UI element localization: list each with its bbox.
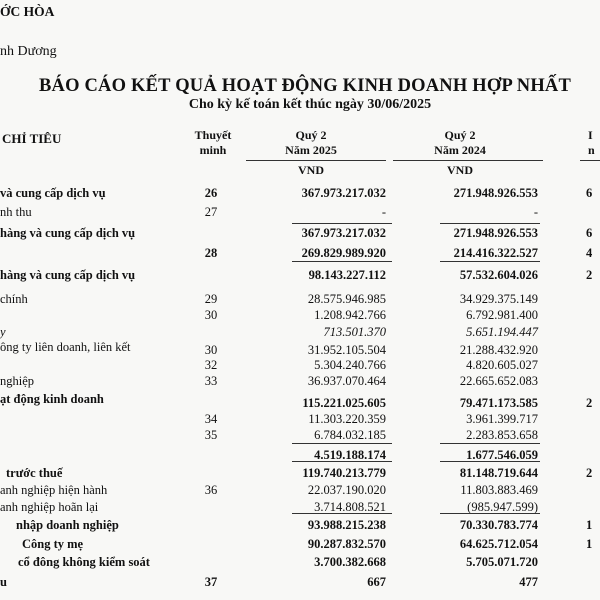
row-value-q2-2025: 98.143.227.112 <box>308 268 386 282</box>
row-value-q2-2024: 22.665.652.083 <box>459 374 538 388</box>
row-note: 32 <box>204 358 218 372</box>
row-note: 28 <box>204 246 218 260</box>
row-value-q2-2024: 79.471.173.585 <box>459 396 538 410</box>
row-label: nh thu <box>0 205 32 219</box>
column-header-partial <box>588 128 600 158</box>
table-row <box>0 537 600 553</box>
row-value-q2-2025: 667 <box>367 575 386 589</box>
row-value-q2-2024: (985.947.599) <box>467 500 538 514</box>
q2-2025-header-line1: Quý 2 <box>295 128 327 142</box>
q2-2024-unit: VND <box>447 163 473 177</box>
table-row <box>0 518 600 534</box>
row-label: hàng và cung cấp dịch vụ <box>0 226 136 240</box>
table-row <box>0 483 600 499</box>
row-label: nghiệp <box>0 374 35 388</box>
table-row <box>0 412 600 428</box>
subtotal-rule-2 <box>292 261 392 262</box>
row-note: 29 <box>204 292 218 306</box>
row-value-q2-2024: 57.532.604.026 <box>459 268 538 282</box>
row-note: 35 <box>204 428 218 442</box>
row-value-q2-2025: 119.740.213.779 <box>302 466 386 480</box>
row-value-q2-2024: 64.625.712.054 <box>459 537 538 551</box>
table-row <box>0 343 600 359</box>
table-row <box>0 325 600 341</box>
subtotal-rule-1b <box>440 223 540 224</box>
table-row <box>0 428 600 444</box>
row-value-q2-2024: - <box>533 205 538 219</box>
row-value-q2-2025: 93.988.215.238 <box>307 518 386 532</box>
subtotal-rule-3b <box>440 443 540 444</box>
column-header-q2-2025 <box>256 128 366 158</box>
row-value-q2-2024: 5.651.194.447 <box>466 325 538 339</box>
row-note: 30 <box>204 308 218 322</box>
row-label: anh nghiệp hoãn lại <box>0 500 99 514</box>
row-value-q2-2024: 4.820.605.027 <box>466 358 538 372</box>
table-row <box>0 292 600 308</box>
column-header-item: CHỈ TIÊU <box>2 131 62 146</box>
q2-2025-header-line2: Năm 2025 <box>285 143 337 157</box>
company-name-partial: ỚC HÒA <box>0 4 55 19</box>
table-row <box>0 575 600 591</box>
row-value-q2-2025: 22.037.190.020 <box>307 483 386 497</box>
subtotal-rule-1 <box>292 223 392 224</box>
row-value-q2-2025: 36.937.070.464 <box>307 374 386 388</box>
row-value-q2-2024: 34.929.375.149 <box>459 292 538 306</box>
note-header-line1: Thuyết <box>194 128 232 142</box>
column-header-note <box>188 128 238 158</box>
row-note: 37 <box>204 575 218 589</box>
q2-2024-header-line1: Quý 2 <box>444 128 476 142</box>
row-note: 30 <box>204 343 218 357</box>
row-value-q2-2025: 5.304.240.766 <box>314 358 386 372</box>
subtotal-rule-4 <box>292 461 392 462</box>
row-value-q2-2024: 6.792.981.400 <box>466 308 538 322</box>
table-row <box>0 246 600 262</box>
report-subtitle: Cho kỳ kế toán kết thúc ngày 30/06/2025 <box>188 97 432 112</box>
table-row <box>0 226 600 242</box>
column-header-q2-2024 <box>405 128 515 158</box>
row-note: 36 <box>204 483 218 497</box>
q2-2025-unit: VND <box>298 163 324 177</box>
row-value-q2-2024: 477 <box>519 575 538 589</box>
row-label: Công ty mẹ <box>22 537 84 551</box>
row-value-q2-2025: 3.700.382.668 <box>314 555 386 569</box>
row-value-partial: 2 <box>586 268 593 282</box>
row-value-q2-2025: 31.952.105.504 <box>307 343 386 357</box>
report-title: BÁO CÁO KẾT QUẢ HOẠT ĐỘNG KINH DOANH HỢP NHẤT <box>38 76 572 96</box>
row-label: ạt động kinh doanh <box>0 392 104 406</box>
row-value-q2-2025: 115.221.025.605 <box>302 396 386 410</box>
table-row <box>0 268 600 284</box>
table-row <box>0 205 600 221</box>
row-value-partial: 1 <box>586 537 593 551</box>
row-value-q2-2024: 5.705.071.720 <box>466 555 538 569</box>
row-value-q2-2025: 11.303.220.359 <box>308 412 386 426</box>
row-note: 34 <box>204 412 218 426</box>
row-label: và cung cấp dịch vụ <box>0 186 106 200</box>
row-value-q2-2024: 271.948.926.553 <box>453 226 538 240</box>
partial-header-line2: n <box>588 143 595 157</box>
row-value-q2-2024: 70.330.783.774 <box>459 518 538 532</box>
row-value-q2-2025: 367.973.217.032 <box>301 186 386 200</box>
row-value-q2-2025: - <box>381 205 386 219</box>
row-value-q2-2024: 11.803.883.469 <box>460 483 538 497</box>
row-label: ông ty liên doanh, liên kết <box>0 340 131 354</box>
row-value-q2-2025: 6.784.032.185 <box>314 428 386 442</box>
row-value-q2-2024: 1.677.546.059 <box>466 448 538 462</box>
row-value-q2-2025: 3.714.808.521 <box>314 500 386 514</box>
table-row <box>0 466 600 482</box>
partial-header-line1: I <box>588 128 593 142</box>
row-label: y <box>0 325 6 339</box>
header-rule-q2-2025 <box>246 160 386 161</box>
subtotal-rule-4b <box>440 461 540 462</box>
table-row <box>0 186 600 202</box>
subtotal-rule-3 <box>292 443 392 444</box>
table-row <box>0 396 600 412</box>
row-label: chính <box>0 292 28 306</box>
row-label: nhập doanh nghiệp <box>16 518 119 532</box>
subtotal-rule-2b <box>440 261 540 262</box>
row-value-q2-2025: 713.501.370 <box>323 325 386 339</box>
table-row <box>0 308 600 324</box>
row-value-q2-2024: 81.148.719.644 <box>459 466 538 480</box>
row-value-partial: 6 <box>586 186 593 200</box>
table-row <box>0 374 600 390</box>
row-value-q2-2025: 28.575.946.985 <box>307 292 386 306</box>
row-value-q2-2024: 3.961.399.717 <box>466 412 538 426</box>
row-value-q2-2025: 269.829.989.920 <box>301 246 386 260</box>
row-value-q2-2024: 271.948.926.553 <box>453 186 538 200</box>
row-label: cổ đông không kiểm soát <box>18 555 150 569</box>
header-rule-partial <box>580 160 600 161</box>
row-value-q2-2025: 90.287.832.570 <box>307 537 386 551</box>
subtotal-rule-5b <box>440 513 540 514</box>
note-header-line2: minh <box>199 143 227 157</box>
subtotal-rule-5 <box>292 513 392 514</box>
row-value-partial: 2 <box>586 396 593 410</box>
row-label: hàng và cung cấp dịch vụ <box>0 268 136 282</box>
row-value-partial: 2 <box>586 466 593 480</box>
row-value-partial: 4 <box>586 246 593 260</box>
row-value-q2-2024: 21.288.432.920 <box>459 343 538 357</box>
row-value-q2-2025: 1.208.942.766 <box>314 308 386 322</box>
row-label: trước thuế <box>6 466 63 480</box>
row-note: 33 <box>204 374 218 388</box>
row-value-q2-2024: 214.416.322.527 <box>453 246 538 260</box>
header-rule-q2-2024 <box>393 160 543 161</box>
row-value-partial: 1 <box>586 518 593 532</box>
row-value-q2-2024: 2.283.853.658 <box>466 428 538 442</box>
row-label: anh nghiệp hiện hành <box>0 483 108 497</box>
company-location-partial: nh Dương <box>0 44 57 59</box>
row-note: 26 <box>204 186 218 200</box>
row-value-q2-2025: 367.973.217.032 <box>301 226 386 240</box>
table-row <box>0 358 600 374</box>
row-value-q2-2025: 4.519.188.174 <box>314 448 386 462</box>
row-value-partial: 6 <box>586 226 593 240</box>
row-note: 27 <box>204 205 218 219</box>
table-row <box>0 555 600 571</box>
q2-2024-header-line2: Năm 2024 <box>434 143 486 157</box>
row-label: u <box>0 575 7 589</box>
